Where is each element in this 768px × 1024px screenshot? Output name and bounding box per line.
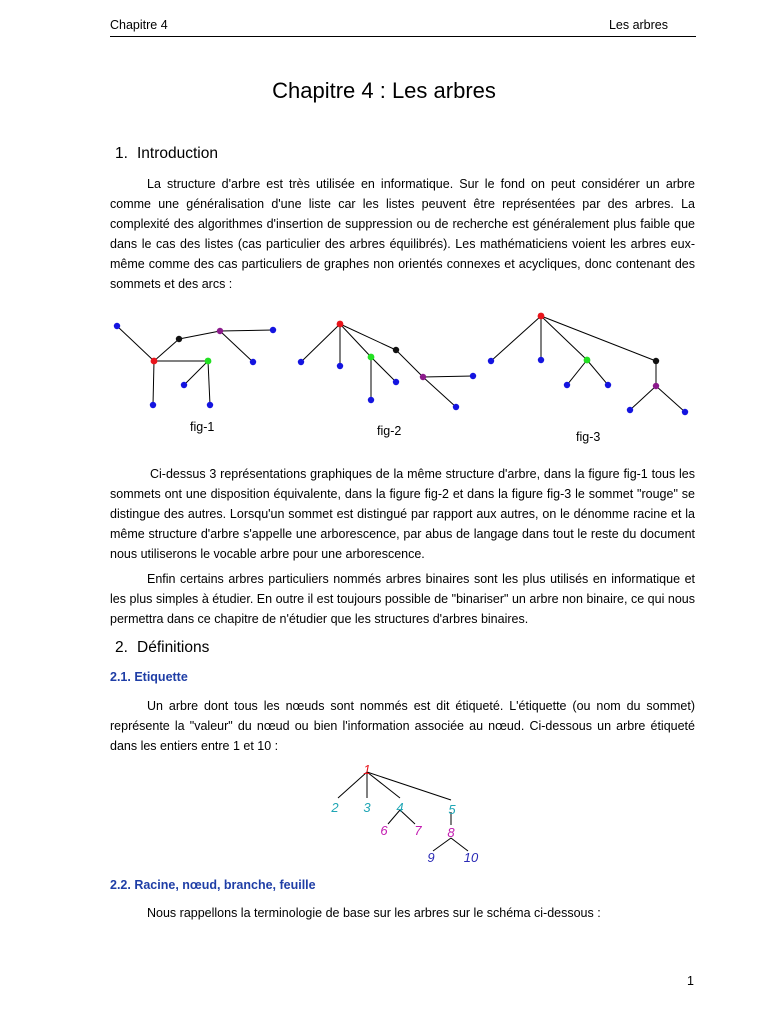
tree-node-8: 8 xyxy=(447,825,455,840)
tree-node-5: 5 xyxy=(448,802,456,817)
page-header xyxy=(110,18,696,37)
page-title: Chapitre 4 : Les arbres xyxy=(272,78,496,103)
paragraph-binary-trees: Enfin certains arbres particuliers nommés arbres binaires sont les plus utilisés en informatique et les plus simples à étudier. En outre il est toujours possible de "binariser" un arbre non binaire, ce qui nous permettra dans ce chapitre de n'étudier que les structures d'arbres binaires. xyxy=(110,572,695,626)
section-heading-introduction xyxy=(115,145,218,163)
fig2-caption: fig-2 xyxy=(377,424,402,438)
fig3-nodes xyxy=(488,313,688,416)
tree-node-4: 4 xyxy=(396,800,404,815)
subsection-heading-etiquette: 2.1. Etiquette xyxy=(110,670,188,684)
section-title: Définitions xyxy=(137,639,210,656)
tree-node-1: 1 xyxy=(363,762,371,777)
section-title: Introduction xyxy=(137,145,218,162)
tree-node-7: 7 xyxy=(414,823,422,838)
tree-node-2: 2 xyxy=(331,800,339,815)
fig2-edges xyxy=(301,324,473,407)
section-number: 1. xyxy=(115,145,128,162)
fig3-caption: fig-3 xyxy=(576,430,601,444)
header-left: Chapitre 4 xyxy=(110,18,168,32)
tree-node-6: 6 xyxy=(380,823,388,838)
section-heading-definitions xyxy=(115,639,209,657)
paragraph-etiquette: Un arbre dont tous les nœuds sont nommés est dit étiqueté. L'étiquette (ou nom du sommet) représente la "valeur" du nœud ou bien l'information associée au nœud. Ci-dessous un arbre étiqueté dans les entiers entre 1 et 10 : xyxy=(110,699,695,753)
tree-node-9: 9 xyxy=(427,850,435,865)
fig1-caption: fig-1 xyxy=(190,420,215,434)
labeled-tree xyxy=(318,758,488,868)
paragraph-introduction: La structure d'arbre est très utilisée en informatique. Sur le fond on peut considérer un arbre comme une généralisation d'une liste car les listes peuvent être représentées par des arbres. La complexité des algorithmes d'insertion de suppression ou de recherche est généralement plus faible que dans le cas des listes (cas particulier des arbres équilibrés). Les mathématiciens voient les arbres eux-même comme des cas particuliers de graphes non orientés connexes et acycliques, donc contenant des sommets et des arcs : xyxy=(110,177,695,291)
labeled-tree-nodes xyxy=(330,762,479,865)
paragraph-terminologie: Nous rappellons la terminologie de base sur les arbres sur le schéma ci-dessous : xyxy=(147,906,601,920)
paragraph-representations: Ci-dessus 3 représentations graphiques de la même structure d'arbre, dans la figure fig-1 tous les sommets ont une disposition équivalente, dans la figure fig-2 et dans la figure fig-3 le sommet "rouge" se distingue des autres. Lorsqu'un sommet est distingué par rapport aux autres, on le dénomme racine et la même structure d'arbre s'appelle une arborescence, par abus de langage dans tout le reste du document nous utiliserons le vocable arbre pour une arborescence. xyxy=(110,467,695,561)
tree-node-3: 3 xyxy=(363,800,371,815)
section-number: 2. xyxy=(115,639,128,656)
tree-node-10: 10 xyxy=(463,850,479,865)
subsection-heading-racine: 2.2. Racine, nœud, branche, feuille xyxy=(110,878,316,892)
page-number: 1 xyxy=(687,974,694,988)
header-right: Les arbres xyxy=(608,18,668,32)
fig1-edges xyxy=(117,326,273,405)
fig2-nodes xyxy=(298,321,476,411)
labeled-tree-svg xyxy=(318,758,488,868)
